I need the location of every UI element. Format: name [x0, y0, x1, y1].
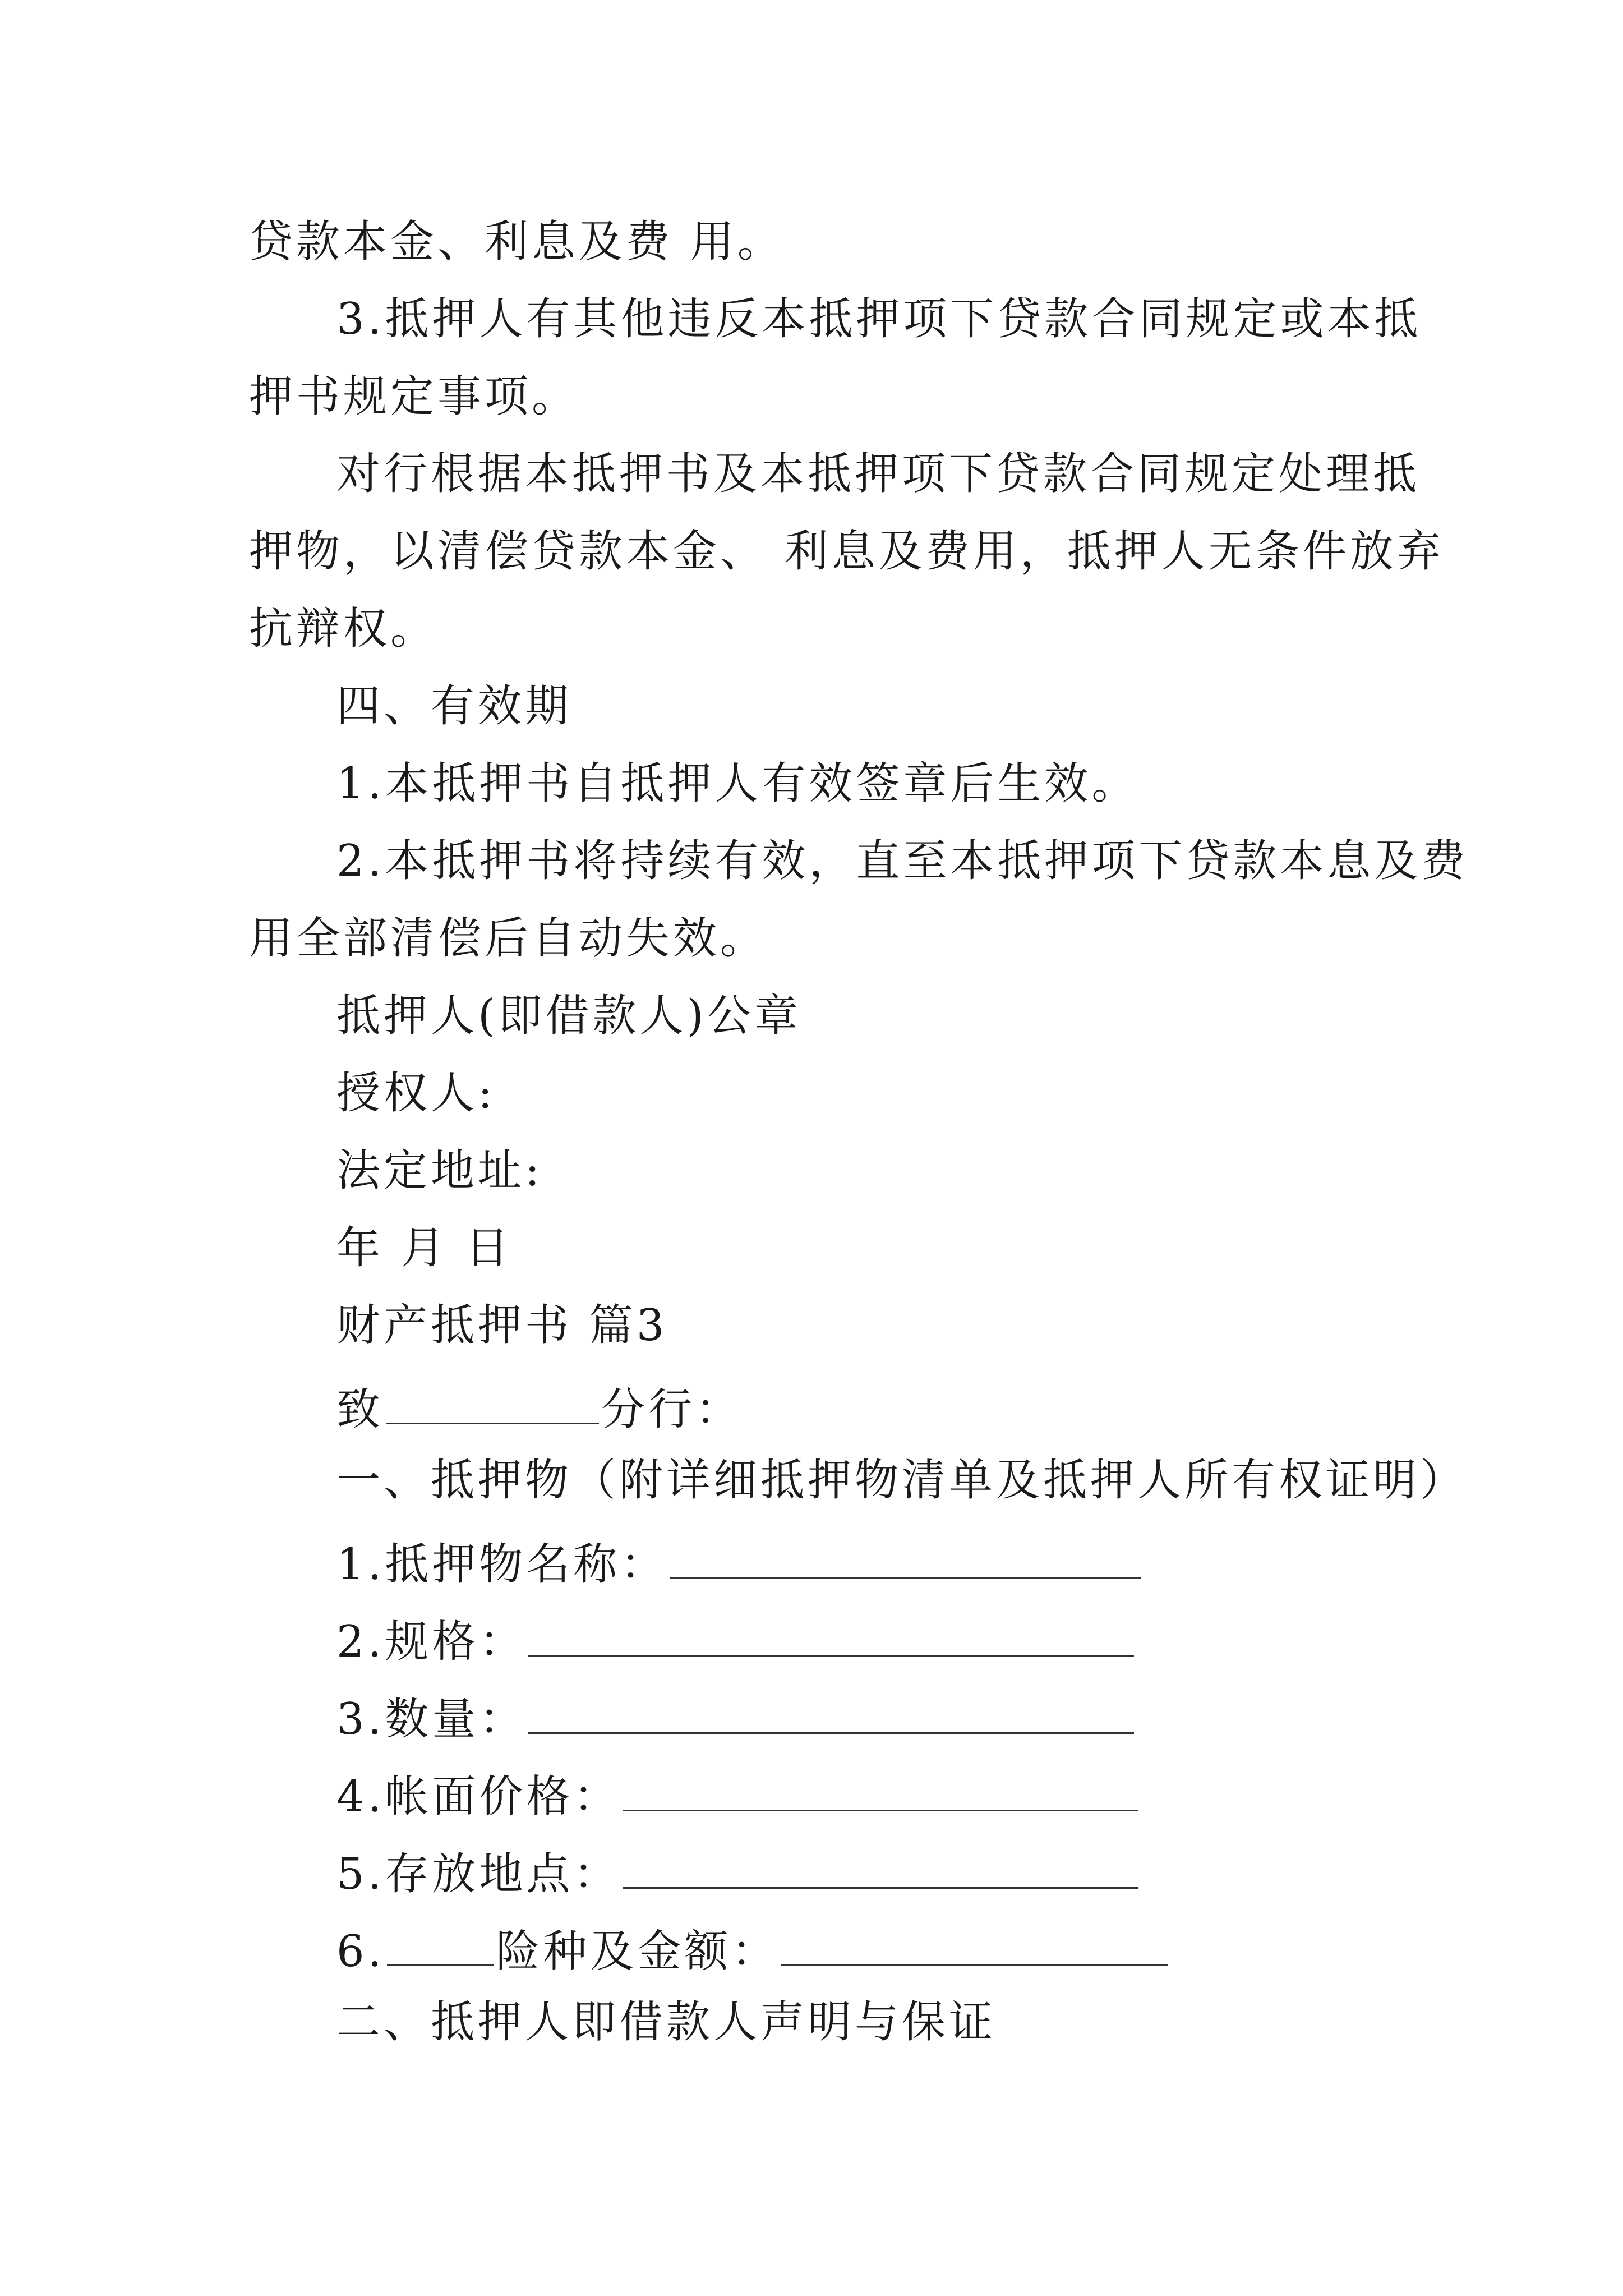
paragraph-line: 押物，以清偿贷款本金、 利息及费用，抵押人无条件放弃: [249, 526, 1444, 577]
authorized-person-label: 授权人:: [336, 1068, 496, 1119]
field-row: [336, 1691, 1136, 1745]
field-row: [336, 1613, 1136, 1668]
paragraph-line: 贷款本金、利息及费 用。: [249, 217, 785, 267]
field-row: [336, 1846, 1141, 1900]
field-blank: [387, 1923, 494, 1966]
section-heading: 四、有效期: [336, 681, 573, 731]
signature-seal-label: 抵押人(即借款人)公章: [336, 991, 801, 1041]
field-row: [336, 1768, 1141, 1823]
paragraph-line: 抗辩权。: [249, 604, 438, 654]
field-blank: [528, 1691, 1134, 1734]
section-title: 财产抵押书 篇3: [336, 1300, 668, 1351]
field-label: 6.: [336, 1926, 385, 1977]
field-label: 险种及金额：: [496, 1926, 779, 1977]
field-blank: [528, 1613, 1134, 1657]
field-row: [336, 1536, 1143, 1590]
field-blank: [781, 1923, 1168, 1966]
paragraph-line: 2.本抵押书将持续有效，直至本抵押项下贷款本息及费: [336, 836, 1469, 886]
branch-blank: [386, 1381, 599, 1424]
field-label: 1.抵押物名称：: [336, 1539, 668, 1590]
field-blank: [623, 1846, 1138, 1889]
addressee-line: [336, 1381, 743, 1435]
paragraph-line: 1.本抵押书自抵押人有效签章后生效。: [336, 758, 1139, 809]
field-label: 2.规格：: [336, 1617, 527, 1668]
legal-address-label: 法定地址:: [336, 1145, 543, 1196]
paragraph-line: 用全部清偿后自动失效。: [249, 913, 768, 964]
addressee-prefix: 致: [336, 1384, 384, 1435]
field-label: 3.数量：: [336, 1694, 527, 1745]
paragraph-line: 押书规定事项。: [249, 371, 579, 422]
field-label: 5.存放地点：: [336, 1849, 621, 1900]
paragraph-line: 3.抵押人有其他违反本抵押项下贷款合同规定或本抵: [336, 294, 1422, 344]
paragraph-line: 对行根据本抵押书及本抵押项下贷款合同规定处理抵: [336, 449, 1421, 499]
field-blank: [623, 1768, 1138, 1811]
field-row: [336, 1923, 1170, 1977]
addressee-suffix: 分行：: [601, 1384, 743, 1435]
section-heading: 二、抵押人即借款人声明与保证: [336, 1997, 997, 2047]
date-label: 年 月 日: [336, 1223, 513, 1273]
field-label: 4.帐面价格：: [336, 1772, 621, 1823]
field-blank: [670, 1536, 1141, 1579]
section-heading: 一、抵押物（附详细抵押物清单及抵押人所有权证明）: [336, 1455, 1468, 1506]
